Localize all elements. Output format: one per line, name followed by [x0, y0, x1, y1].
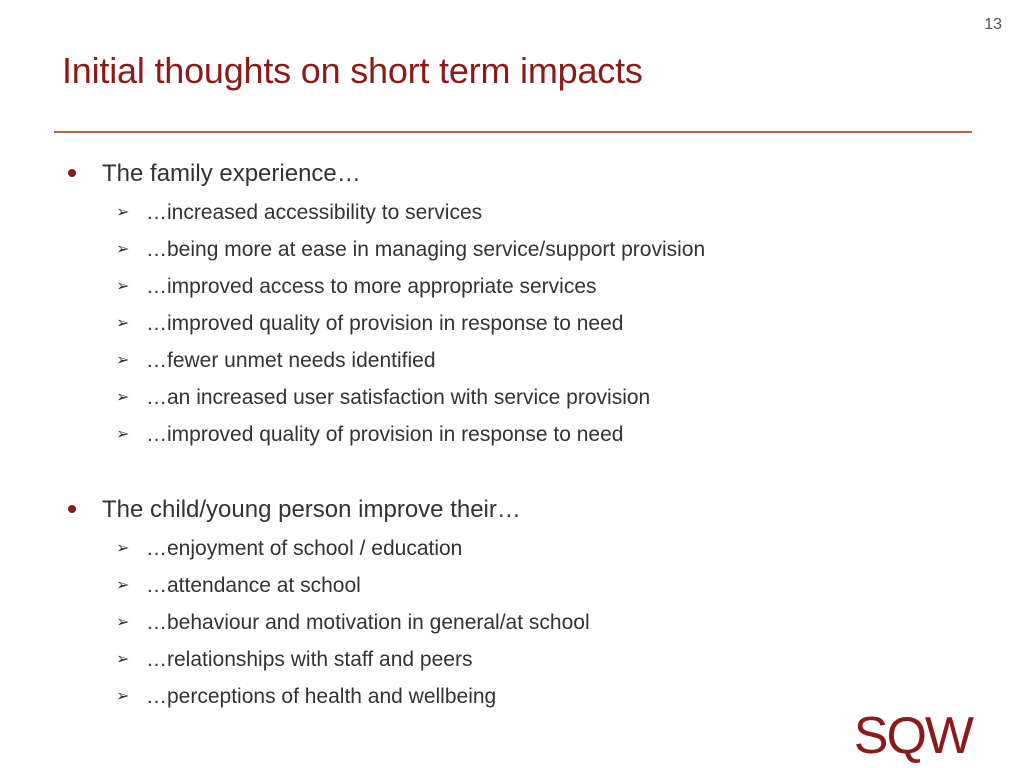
arrowhead-bullet-icon: ➢ — [116, 650, 130, 668]
sub-bullet-item — [116, 305, 705, 342]
section-child-young-person — [64, 494, 590, 715]
arrowhead-bullet-icon: ➢ — [116, 388, 130, 406]
sub-bullet-item — [116, 678, 590, 715]
bullet-heading — [64, 494, 590, 526]
sub-bullet-text: …relationships with staff and peers — [146, 647, 473, 671]
sub-bullet-text: …an increased user satisfaction with service provision — [146, 385, 651, 409]
arrowhead-bullet-icon: ➢ — [116, 425, 130, 443]
arrowhead-bullet-icon: ➢ — [116, 351, 130, 369]
sub-bullet-item — [116, 416, 705, 453]
sub-bullet-item — [116, 379, 705, 416]
title-divider — [54, 131, 972, 133]
arrowhead-bullet-icon: ➢ — [116, 613, 130, 631]
arrowhead-bullet-icon: ➢ — [116, 576, 130, 594]
bullet-heading-text: The child/young person improve their… — [102, 496, 521, 523]
sub-bullet-item — [116, 530, 590, 567]
slide-title: Initial thoughts on short term impacts — [62, 50, 643, 91]
sub-bullet-list — [116, 194, 705, 453]
arrowhead-bullet-icon: ➢ — [116, 240, 130, 258]
sub-bullet-text: …improved quality of provision in response to need — [146, 422, 624, 446]
arrowhead-bullet-icon: ➢ — [116, 314, 130, 332]
section-family-experience — [64, 158, 705, 453]
bullet-dot-icon — [68, 505, 76, 513]
arrowhead-bullet-icon: ➢ — [116, 539, 130, 557]
sub-bullet-text: …improved access to more appropriate services — [146, 274, 597, 298]
bullet-heading — [64, 158, 705, 190]
arrowhead-bullet-icon: ➢ — [116, 203, 130, 221]
sub-bullet-text: …improved quality of provision in response to need — [146, 311, 624, 335]
sub-bullet-list — [116, 530, 590, 715]
sub-bullet-item — [116, 231, 705, 268]
bullet-heading-text: The family experience… — [102, 160, 361, 187]
page-number: 13 — [984, 16, 1002, 33]
sub-bullet-text: …enjoyment of school / education — [146, 536, 463, 560]
sub-bullet-item — [116, 567, 590, 604]
sqw-logo: SQW — [853, 707, 972, 765]
arrowhead-bullet-icon: ➢ — [116, 277, 130, 295]
sub-bullet-text: …fewer unmet needs identified — [146, 348, 436, 372]
arrowhead-bullet-icon: ➢ — [116, 687, 130, 705]
sub-bullet-item — [116, 194, 705, 231]
sub-bullet-text: …behaviour and motivation in general/at school — [146, 610, 590, 634]
sub-bullet-text: …perceptions of health and wellbeing — [146, 684, 497, 708]
sub-bullet-text: …increased accessibility to services — [146, 200, 483, 224]
sub-bullet-item — [116, 641, 590, 678]
sub-bullet-text: …attendance at school — [146, 573, 361, 597]
sub-bullet-item — [116, 342, 705, 379]
bullet-dot-icon — [68, 169, 76, 177]
sub-bullet-item — [116, 268, 705, 305]
sub-bullet-item — [116, 604, 590, 641]
sub-bullet-text: …being more at ease in managing service/support provision — [146, 237, 706, 261]
